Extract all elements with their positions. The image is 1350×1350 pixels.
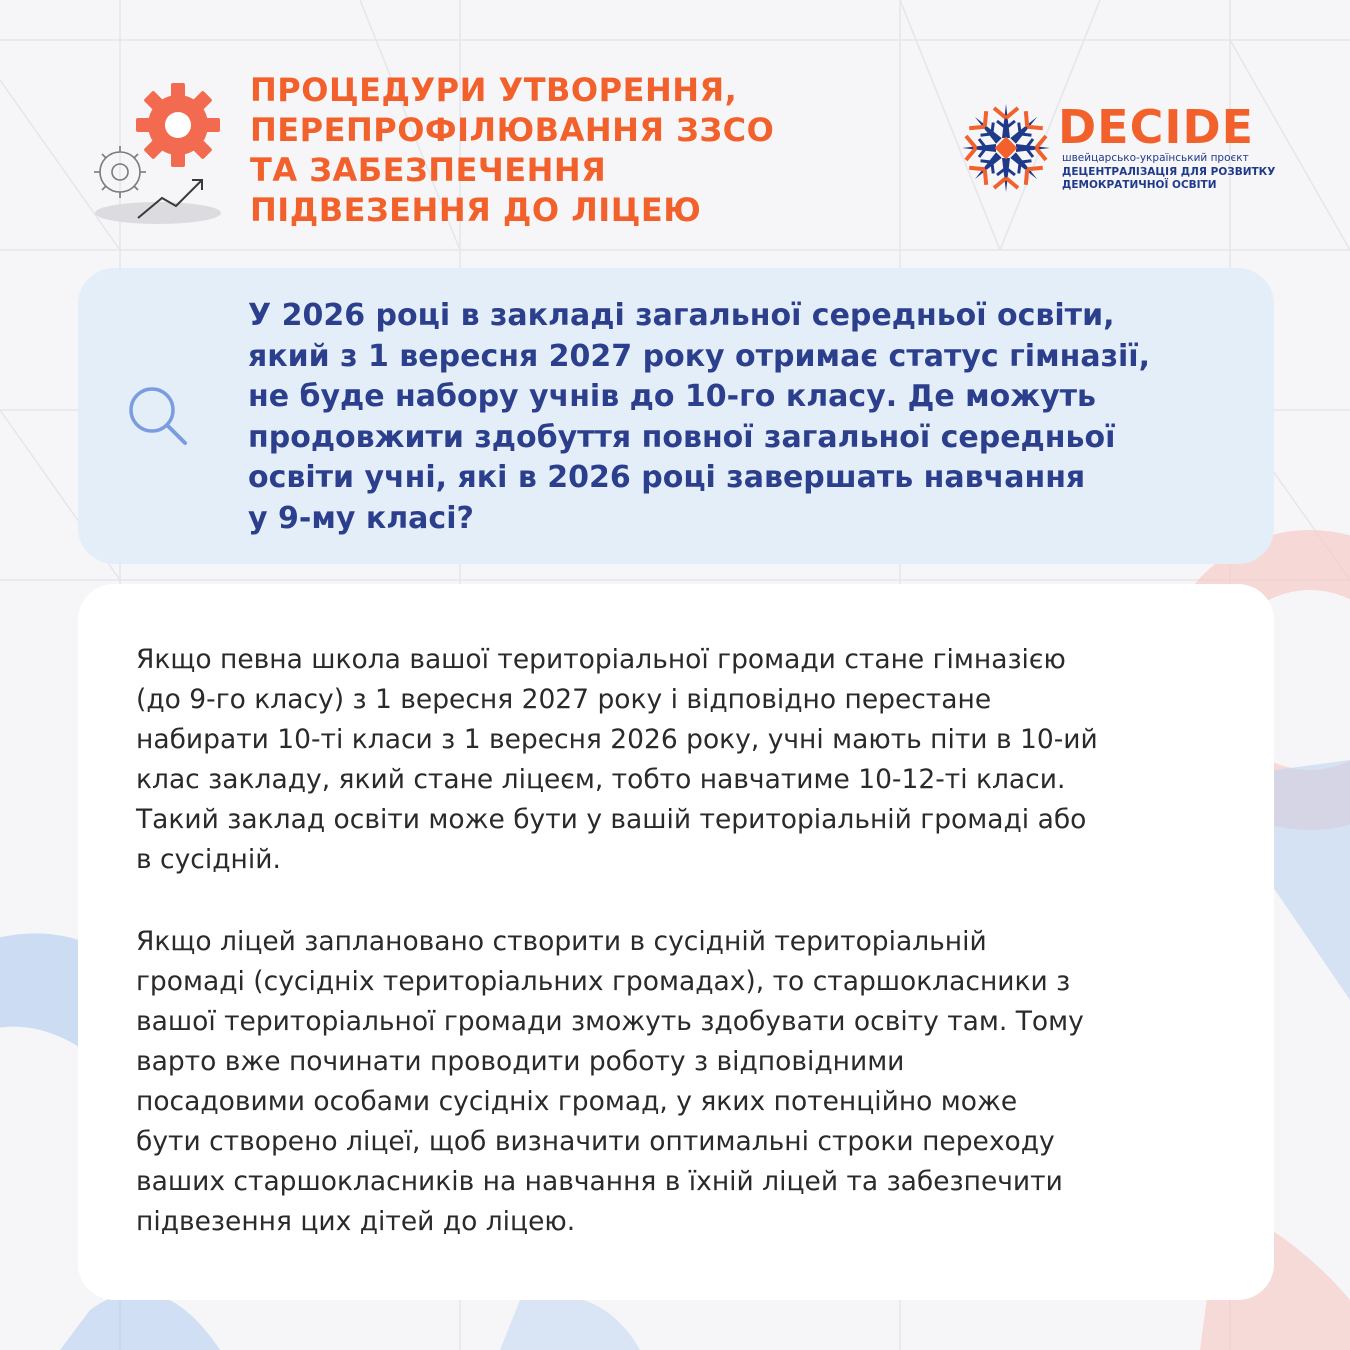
snowflake-logo-icon [958,100,1054,196]
answer-card [78,584,1274,1300]
answer-line: (до 9-го класу) з 1 вересня 2027 року і відповідно перестане [136,684,992,715]
logo-wordmark: DECIDE [1058,100,1255,154]
answer-line: Якщо ліцей заплановано створити в сусідній територіальній [136,926,987,957]
answer-line: бути створено ліцеї, щоб визначити оптимальні строки переходу [136,1126,1055,1157]
title-line: ПРОЦЕДУРИ УТВОРЕННЯ, [250,71,738,109]
question-line: у 9-му класі? [248,500,474,536]
question-line: який з 1 вересня 2027 року отримає статус гімназії, [248,338,1150,374]
gears-growth-icon [88,80,228,230]
answer-line: в сусідній. [136,844,281,875]
question-line: У 2026 році в закладі загальної середньої освіти, [248,298,1115,333]
answer-line: варто вже починати проводити роботу з відповідними [136,1046,905,1077]
search-icon [126,384,190,448]
answer-paragraph-2 [136,922,1226,1242]
question-line: освіти учні, які в 2026 році завершать навчання [248,460,1086,495]
answer-line: клас закладу, який стане ліцеєм, тобто навчатиме 10-12-ті класи. [136,764,1066,795]
answer-paragraph-1 [136,640,1226,880]
answer-line: набирати 10-ті класи з 1 вересня 2026 року, учні мають піти в 10-ий [136,724,1098,755]
page-title [250,70,870,230]
question-line: продовжити здобуття повної загальної середньої [248,419,1116,455]
question-card [78,268,1274,564]
title-line: ПІДВЕЗЕННЯ ДО ЛІЦЕЮ [250,191,702,229]
logo-subtitle: ДЕМОКРАТИЧНОЇ ОСВІТИ [1062,179,1217,191]
question-text [248,296,1258,539]
answer-line: Якщо певна школа вашої територіальної громади стане гімназією [136,644,1066,675]
logo-subtitle: швейцарсько-український проєкт [1062,152,1249,164]
answer-line: ваших старшокласників на навчання в їхній ліцей та забезпечити [136,1166,1063,1197]
answer-line: вашої територіальної громади зможуть здобувати освіту там. Тому [136,1006,1084,1037]
answer-line: підвезення цих дітей до ліцею. [136,1206,576,1237]
decide-logo [958,100,1276,200]
answer-line: Такий заклад освіти може бути у вашій територіальній громаді або [136,804,1087,835]
title-line: ТА ЗАБЕЗПЕЧЕННЯ [250,151,607,189]
title-line: ПЕРЕПРОФІЛЮВАННЯ ЗЗСО [250,111,775,149]
answer-line: посадовими особами сусідніх громад, у яких потенційно може [136,1086,1018,1117]
answer-line: громаді (сусідніх територіальних громадах), то старшокласники з [136,966,1071,997]
logo-subtitle: ДЕЦЕНТРАЛІЗАЦІЯ ДЛЯ РОЗВИТКУ [1062,166,1276,178]
question-line: не буде набору учнів до 10-го класу. Де можуть [248,379,1097,414]
